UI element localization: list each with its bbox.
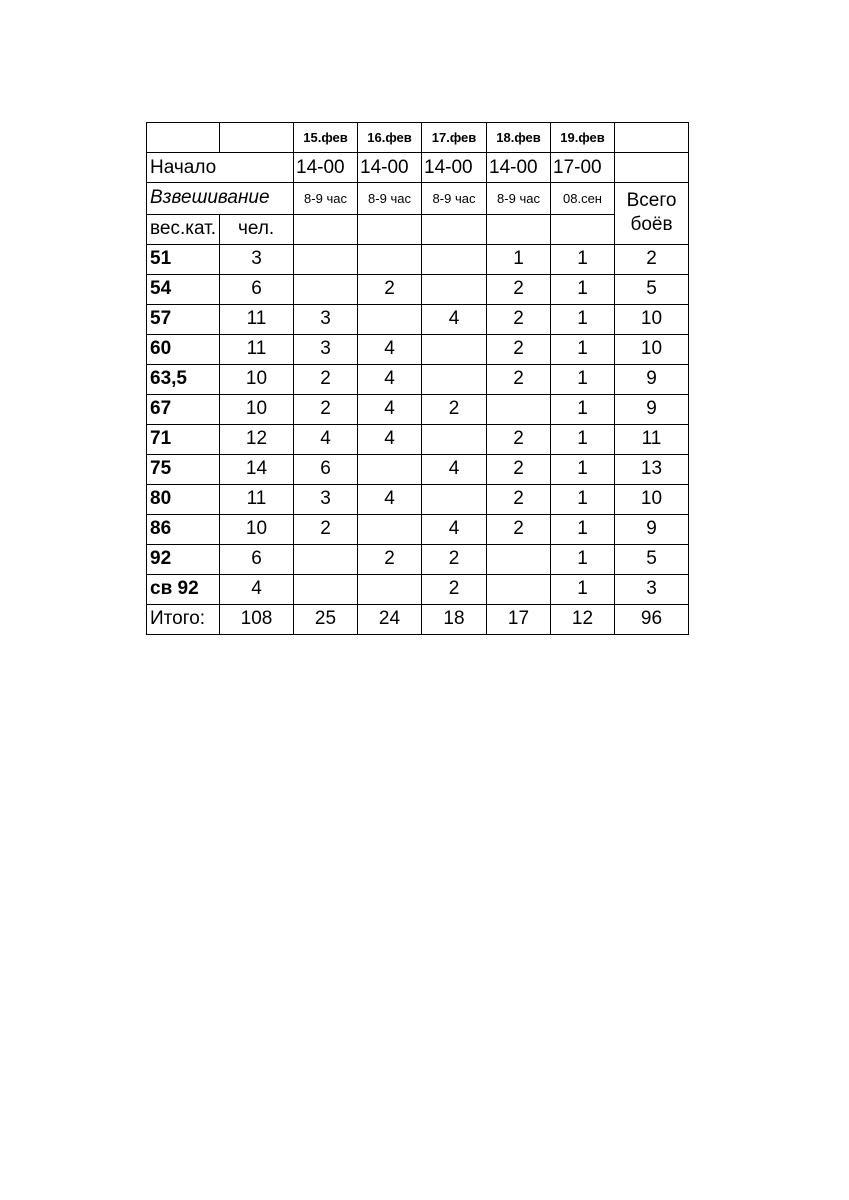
category-column-header: вес.кат. [147,214,220,244]
weight-category-cell: 51 [147,244,220,274]
start-time-cell: 17-00 [551,153,615,183]
fights-per-day-cell: 3 [294,334,358,364]
fights-per-day-cell [422,274,487,304]
fights-per-day-cell: 4 [358,364,422,394]
total-fights-cell: 9 [615,364,689,394]
fights-per-day-cell [487,544,551,574]
fights-per-day-cell: 1 [551,334,615,364]
table-row [147,484,689,514]
table-row [147,274,689,304]
total-fights-cell: 9 [615,394,689,424]
total-fights-cell: 11 [615,424,689,454]
people-count-cell: 10 [220,514,294,544]
fights-per-day-cell: 4 [358,334,422,364]
fights-per-day-cell [294,544,358,574]
fights-per-day-cell: 1 [551,574,615,604]
fights-per-day-cell [422,424,487,454]
totals-day-cell: 25 [294,604,358,634]
fights-per-day-cell [294,274,358,304]
table-row [147,544,689,574]
fights-per-day-cell [358,304,422,334]
fights-per-day-cell [422,334,487,364]
total-fights-cell: 9 [615,514,689,544]
fights-per-day-cell: 1 [551,304,615,334]
totals-day-cell: 18 [422,604,487,634]
start-time-cell: 14-00 [294,153,358,183]
totals-day-cell: 12 [551,604,615,634]
weight-category-cell: 67 [147,394,220,424]
fights-per-day-cell: 2 [487,484,551,514]
total-fights-cell: 5 [615,274,689,304]
table-row [147,304,689,334]
total-fights-cell: 10 [615,304,689,334]
empty-cell [551,214,615,244]
empty-cell [147,123,220,153]
fights-per-day-cell [487,574,551,604]
fights-per-day-cell: 2 [422,574,487,604]
schedule-table [146,122,689,635]
weighing-time-cell: 8-9 час [487,183,551,215]
weight-category-cell: 86 [147,514,220,544]
empty-cell [487,214,551,244]
fights-per-day-cell: 2 [294,394,358,424]
weighing-row [147,183,689,215]
fights-per-day-cell: 4 [294,424,358,454]
weighing-time-cell: 8-9 час [422,183,487,215]
weighing-time-cell: 08.сен [551,183,615,215]
fights-per-day-cell: 4 [422,304,487,334]
fights-per-day-cell: 1 [551,484,615,514]
fights-per-day-cell: 2 [487,514,551,544]
total-fights-cell: 10 [615,484,689,514]
fights-per-day-cell: 2 [294,514,358,544]
people-count-cell: 11 [220,334,294,364]
people-count-cell: 4 [220,574,294,604]
fights-per-day-cell: 1 [551,544,615,574]
totals-day-cell: 17 [487,604,551,634]
fights-per-day-cell: 2 [294,364,358,394]
fights-per-day-cell [422,484,487,514]
fights-per-day-cell: 4 [422,454,487,484]
total-fights-header-line2: боёв [615,214,689,244]
fights-per-day-cell [294,574,358,604]
fights-per-day-cell: 1 [551,454,615,484]
table-row [147,514,689,544]
weight-category-cell: 54 [147,274,220,304]
fights-per-day-cell: 2 [422,544,487,574]
fights-per-day-cell: 2 [487,304,551,334]
people-count-cell: 6 [220,544,294,574]
table-row [147,424,689,454]
total-fights-cell: 3 [615,574,689,604]
weighing-label: Взвешивание [147,183,294,215]
people-count-cell: 14 [220,454,294,484]
start-time-cell: 14-00 [422,153,487,183]
total-fights-cell: 2 [615,244,689,274]
empty-cell [358,214,422,244]
column-header-row [147,214,689,244]
fights-per-day-cell [487,394,551,424]
people-count-cell: 11 [220,484,294,514]
weighing-time-cell: 8-9 час [294,183,358,215]
start-label: Начало [147,153,294,183]
fights-per-day-cell: 4 [358,394,422,424]
total-fights-header-line1: Всего [615,183,689,215]
weight-category-cell: 57 [147,304,220,334]
fights-per-day-cell [358,574,422,604]
empty-cell [294,214,358,244]
fights-per-day-cell [358,244,422,274]
start-time-cell: 14-00 [487,153,551,183]
date-cell: 15.фев [294,123,358,153]
people-count-cell: 10 [220,364,294,394]
date-cell: 19.фев [551,123,615,153]
fights-per-day-cell [422,244,487,274]
fights-per-day-cell: 1 [551,394,615,424]
table-row [147,454,689,484]
weight-category-cell: 71 [147,424,220,454]
total-fights-cell: 13 [615,454,689,484]
fights-per-day-cell: 1 [551,244,615,274]
people-count-cell: 10 [220,394,294,424]
empty-cell [220,123,294,153]
date-header-row [147,123,689,153]
people-count-cell: 12 [220,424,294,454]
weight-category-cell: 75 [147,454,220,484]
table-row [147,364,689,394]
fights-per-day-cell: 2 [487,454,551,484]
empty-cell [422,214,487,244]
fights-per-day-cell: 1 [487,244,551,274]
weighing-time-cell: 8-9 час [358,183,422,215]
people-count-cell: 3 [220,244,294,274]
weight-category-cell: 80 [147,484,220,514]
fights-per-day-cell: 4 [358,424,422,454]
total-fights-cell: 5 [615,544,689,574]
totals-day-cell: 24 [358,604,422,634]
fights-per-day-cell: 2 [487,334,551,364]
fights-per-day-cell: 1 [551,364,615,394]
table-row [147,244,689,274]
fights-per-day-cell: 2 [487,424,551,454]
totals-row [147,604,689,634]
weight-category-cell: 60 [147,334,220,364]
fights-per-day-cell [358,454,422,484]
fights-per-day-cell: 3 [294,484,358,514]
fights-per-day-cell: 2 [487,364,551,394]
totals-people-cell: 108 [220,604,294,634]
table-row [147,394,689,424]
weight-category-cell: св 92 [147,574,220,604]
date-cell: 17.фев [422,123,487,153]
people-count-cell: 11 [220,304,294,334]
total-fights-cell: 10 [615,334,689,364]
weight-category-cell: 63,5 [147,364,220,394]
start-time-cell: 14-00 [358,153,422,183]
table-row [147,334,689,364]
empty-cell [615,153,689,183]
fights-per-day-cell: 1 [551,514,615,544]
empty-cell [615,123,689,153]
table-row [147,574,689,604]
fights-per-day-cell: 6 [294,454,358,484]
fights-per-day-cell [358,514,422,544]
fights-per-day-cell: 2 [487,274,551,304]
fights-per-day-cell: 4 [422,514,487,544]
fights-per-day-cell: 1 [551,274,615,304]
fights-per-day-cell [422,364,487,394]
fights-per-day-cell: 2 [422,394,487,424]
totals-total-cell: 96 [615,604,689,634]
start-time-row [147,153,689,183]
date-cell: 16.фев [358,123,422,153]
people-count-cell: 6 [220,274,294,304]
people-column-header: чел. [220,214,294,244]
fights-per-day-cell: 2 [358,544,422,574]
weight-category-cell: 92 [147,544,220,574]
fights-per-day-cell: 4 [358,484,422,514]
fights-per-day-cell [294,244,358,274]
fights-per-day-cell: 2 [358,274,422,304]
totals-label: Итого: [147,604,220,634]
fights-per-day-cell: 1 [551,424,615,454]
fights-per-day-cell: 3 [294,304,358,334]
date-cell: 18.фев [487,123,551,153]
